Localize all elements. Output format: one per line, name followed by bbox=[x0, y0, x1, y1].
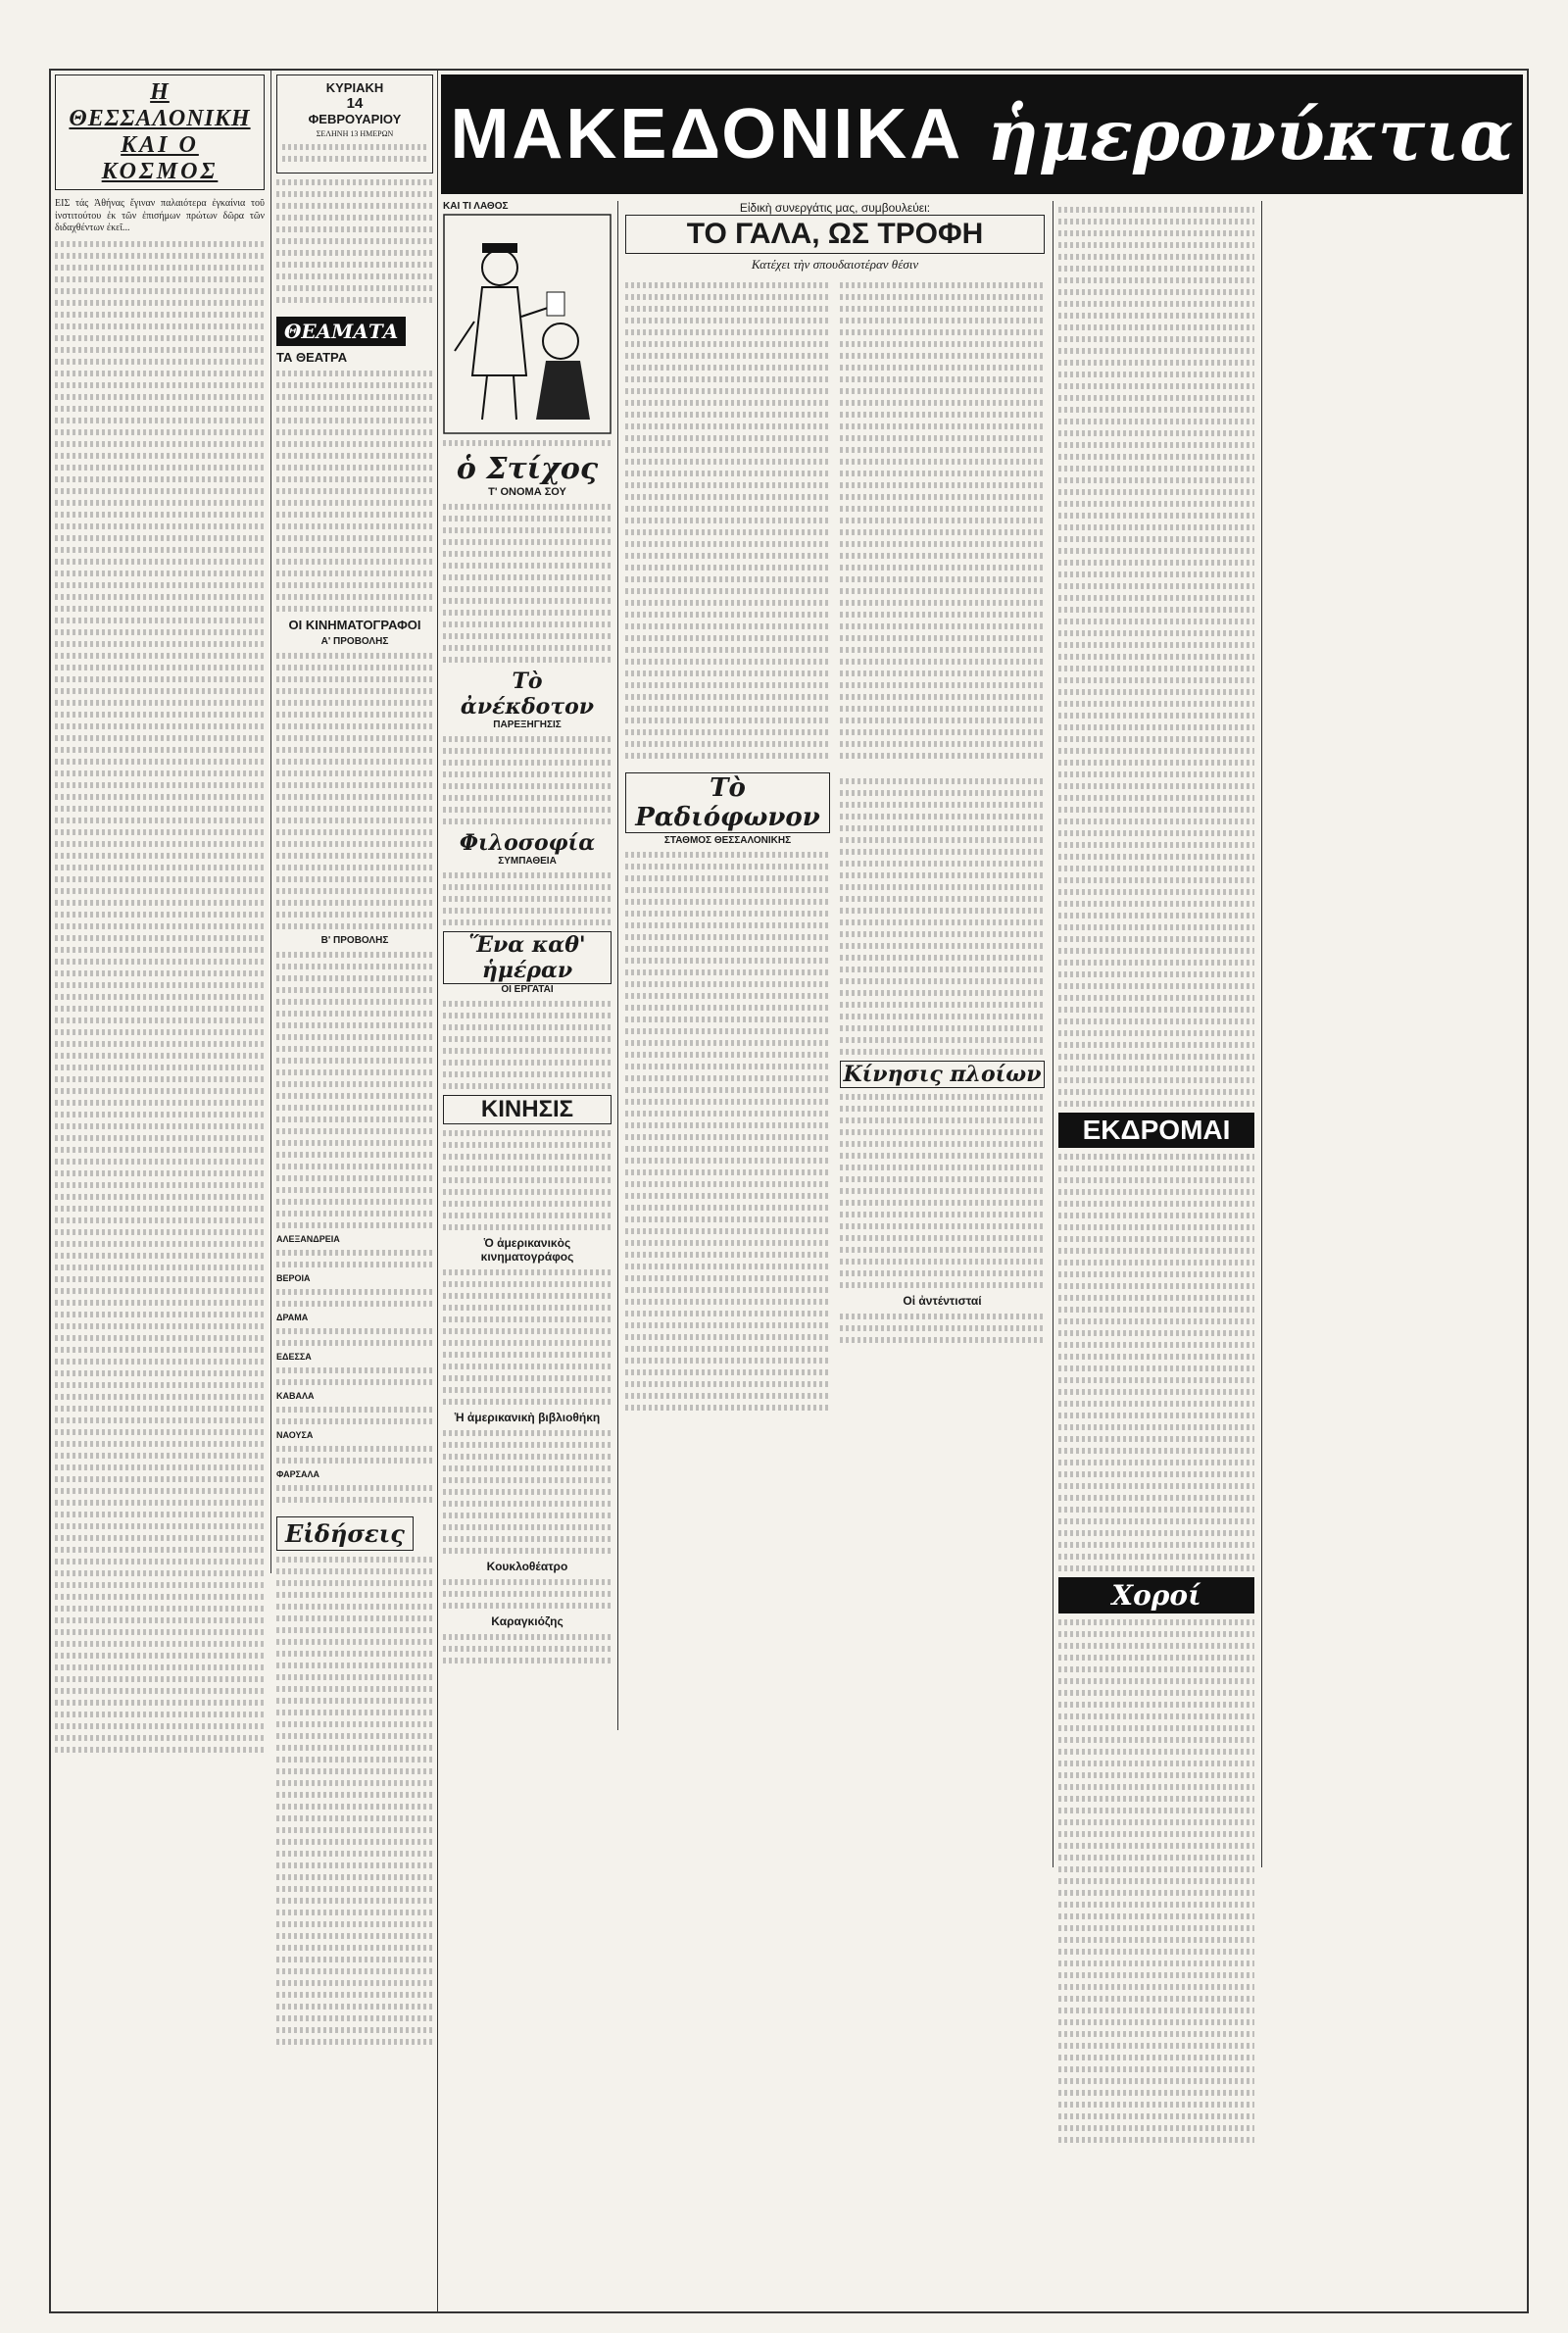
banner bbox=[441, 74, 1523, 194]
philosophy-heading: Φιλοσοφία bbox=[459, 830, 596, 856]
masthead-thessaloniki bbox=[55, 74, 265, 190]
date-day: ΚΥΡΙΑΚΗ bbox=[325, 80, 384, 95]
counterpoint-heading: Οἱ ἀντέντισταί bbox=[903, 1294, 982, 1308]
milk-subhead: Κατέχει τὴν σπουδαιοτέραν θέσιν bbox=[751, 257, 919, 272]
column-events bbox=[1058, 201, 1254, 2149]
every-day-heading: Ἕνα καθ' ἡμέραν bbox=[443, 931, 612, 984]
excursions-heading: ΕΚΔΡΟΜΑΙ bbox=[1058, 1113, 1254, 1148]
col-rule-1 bbox=[270, 69, 271, 1573]
date-moon: ΣΕΛΗΝΗ 13 ΗΜΕΡΩΝ bbox=[316, 129, 394, 138]
column-listings bbox=[276, 69, 433, 2051]
date-box bbox=[276, 74, 433, 174]
title-line-1: Η ΘΕΣΣΑΛΟΝΙΚΗ bbox=[69, 79, 251, 131]
region-edessa: ΕΔΕΣΣΑ bbox=[276, 1352, 312, 1362]
every-day-subheading: ΟΙ ΕΡΓΑΤΑΙ bbox=[501, 984, 554, 995]
american-library-heading: Ἡ ἀμερικανικὴ βιβλιοθήκη bbox=[454, 1411, 601, 1424]
col-rule-6 bbox=[1261, 201, 1262, 1867]
karagiozis-heading: Καραγκιόζης bbox=[491, 1614, 564, 1628]
news-heading: Εἰδήσεις bbox=[276, 1516, 414, 1551]
milk-headline: ΤΟ ΓΑΛΑ, ΩΣ ΤΡΟΦΗ bbox=[625, 215, 1045, 254]
newspaper-page bbox=[49, 69, 1529, 2313]
col-rule-2 bbox=[437, 69, 438, 2313]
ships-heading: Κίνησις πλοίων bbox=[840, 1061, 1045, 1088]
intro-paragraph: ΕΙΣ τάς Ἀθήνας ἔγιναν παλαιότερα ἐγκαίνια τοῦ ἰνστιτούτου ἐκ τῶν ἐπισήμων πρώτων δῶρα τῶν διδαχθέντων ἐκεῖ... bbox=[55, 198, 265, 233]
region-veroia: ΒΕΡΟΙΑ bbox=[276, 1273, 311, 1283]
column-thessaloniki bbox=[55, 69, 265, 1759]
radio-station: ΣΤΑΘΜΟΣ ΘΕΣΣΑΛΟΝΙΚΗΣ bbox=[663, 835, 792, 846]
date-number: 14 bbox=[346, 95, 364, 112]
region-drama: ΔΡΑΜΑ bbox=[276, 1313, 309, 1322]
region-kavala: ΚΑΒΑΛΑ bbox=[276, 1391, 315, 1401]
theatres-subheading: ΤΑ ΘΕΑΤΡΑ bbox=[276, 350, 348, 365]
dances-heading: Χοροί bbox=[1058, 1577, 1254, 1613]
first-run-heading: Α' ΠΡΟΒΟΛΗΣ bbox=[320, 636, 389, 647]
radio-heading: Τὸ Ραδιόφωνον bbox=[625, 772, 830, 833]
col-rule-3 bbox=[617, 201, 618, 1730]
milk-intro: Εἰδικὴ συνεργάτις μας, συμβουλεύει: bbox=[739, 201, 931, 215]
cinemas-heading: ΟΙ ΚΙΝΗΜΑΤΟΓΡΑΦΟΙ bbox=[288, 618, 421, 632]
right-border bbox=[1527, 69, 1529, 2313]
column-milk-radio bbox=[625, 201, 1045, 1416]
movements-heading: ΚΙΝΗΣΙΣ bbox=[443, 1095, 612, 1124]
region-alexandreia: ΑΛΕΞΑΝΔΡΕΙΑ bbox=[276, 1234, 340, 1244]
region-naousa: ΝΑΟΥΣΑ bbox=[276, 1430, 314, 1440]
cartoon-illustration bbox=[443, 214, 612, 434]
date-month: ΦΕΒΡΟΥΑΡΙΟΥ bbox=[308, 112, 402, 126]
column-features bbox=[443, 201, 612, 1669]
stichos-heading: ὁ Στίχος bbox=[456, 452, 599, 486]
col-rule-5 bbox=[1053, 201, 1054, 1867]
second-run-heading: Β' ΠΡΟΒΟΛΗΣ bbox=[320, 935, 389, 946]
region-farsala: ΦΑΡΣΑΛΑ bbox=[276, 1469, 320, 1479]
left-border bbox=[49, 69, 51, 2313]
theatres-heading: ΘΕΑΜΑΤΑ bbox=[276, 317, 406, 346]
philosophy-subheading: ΣΥΜΠΑΘΕΙΑ bbox=[498, 856, 557, 867]
banner-title-caps: ΜΑΚΕΔΟΝΙΚΑ bbox=[450, 95, 964, 174]
anecdote-subheading: ΠΑΡΕΞΗΓΗΣΙΣ bbox=[493, 720, 562, 730]
puppet-theatre-heading: Κουκλοθέατρο bbox=[486, 1560, 568, 1573]
american-cinema-heading: Ὁ ἀμερικανικὸς κινηματογράφος bbox=[480, 1236, 574, 1264]
anecdote-heading: Τὸ ἀνέκδοτον bbox=[460, 669, 595, 720]
cartoon-caption: ΚΑΙ ΤΙ ΛΑΘΟΣ bbox=[443, 201, 509, 212]
bottom-border bbox=[49, 2311, 1529, 2313]
banner-title-script: ἡμερονύκτια bbox=[987, 92, 1514, 176]
stichos-subheading: Τ' ΟΝΟΜΑ ΣΟΥ bbox=[488, 486, 566, 498]
title-line-2: ΚΑΙ Ο ΚΟΣΜΟΣ bbox=[101, 132, 219, 184]
